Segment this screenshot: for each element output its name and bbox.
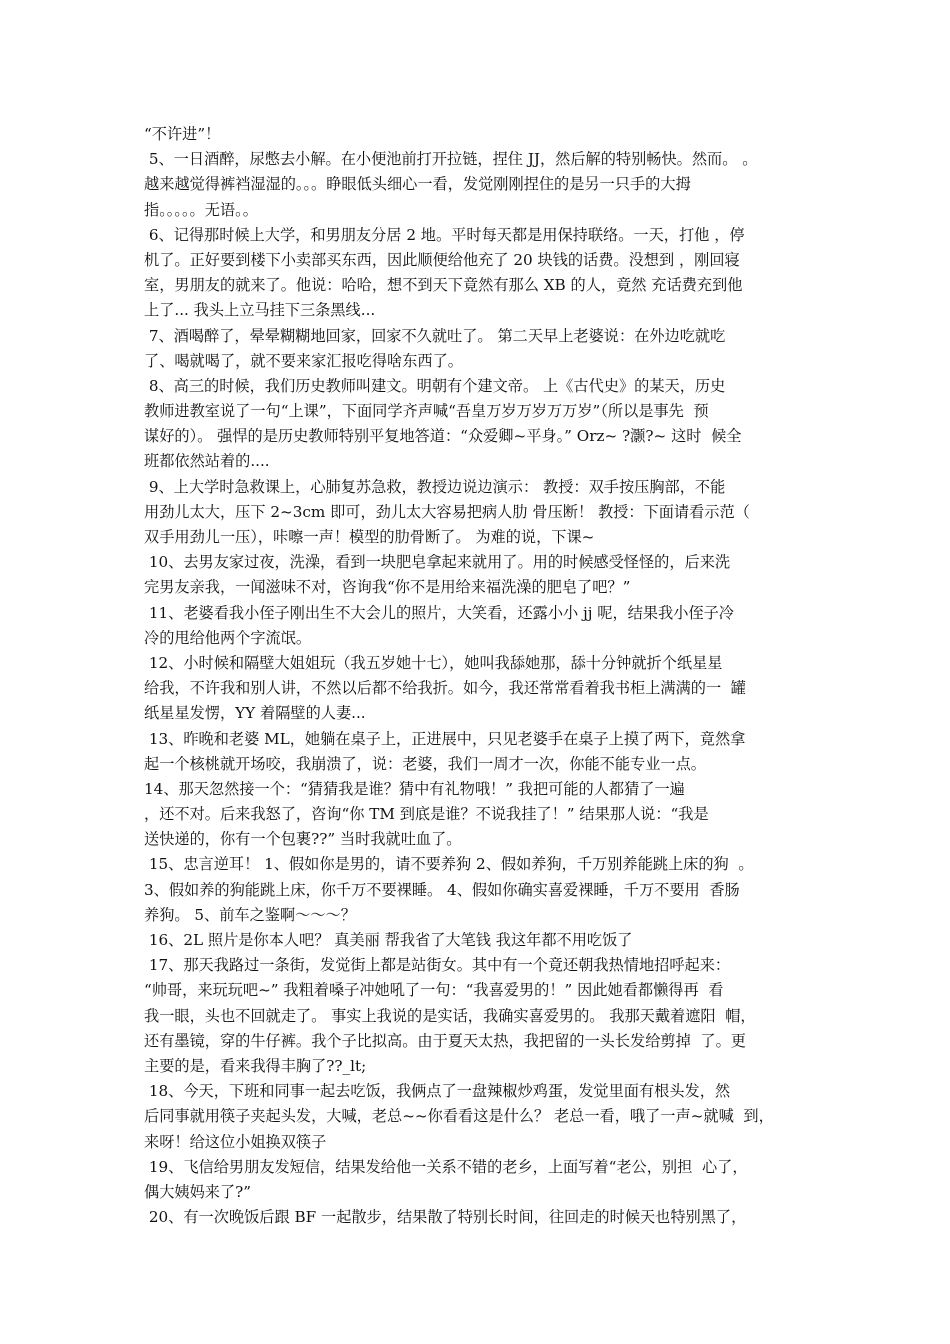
text-line: 机了。正好要到楼下小卖部买东西，因此顺便给他充了 20 块钱的话费。没想到 ，刚回寝	[144, 250, 740, 269]
text-line: 后同事就用筷子夹起头发，大喊，老总~~你看看这是什么？ 老总一看，哦了一声~就喊 到，	[144, 1107, 774, 1126]
text-line: 9、上大学时急救课上，心肺复苏急救，教授边说边演示： 教授：双手按压胸部，不能	[144, 477, 726, 496]
text-line: 18、今天，下班和同事一起去吃饭，我俩点了一盘辣椒炒鸡蛋，发觉里面有根头发，然	[144, 1082, 731, 1101]
text-line: 了、喝就喝了，就不要来家汇报吃得啥东西了。	[144, 351, 463, 370]
text-line: 14、那天忽然接一个：“猜猜我是谁？猜中有礼物哦！” 我把可能的人都猜了一遍	[144, 779, 685, 798]
text-line: 17、那天我路过一条街，发觉街上都是站街女。其中有一个竟还朝我热情地招呼起来：	[144, 956, 731, 975]
text-line: 班都依然站着的....	[144, 452, 270, 471]
text-line: 3、假如养的狗能跳上床，你千万不要裸睡。 4、假如你确实喜爱裸睡，千万不要用 香肠	[144, 880, 740, 899]
text-line: 8、高三的时候，我们历史教师叫建文。明朝有个建文帝。 上《古代史》的某天，历史	[144, 376, 726, 395]
text-line: 室，男朋友的就来了。他说：哈哈，想不到天下竟然有那么 XB 的人，竟然 充话费充到他	[144, 276, 743, 295]
text-line: 还有墨镜，穿的牛仔裤。我个子比拟高。由于夏天太热，我把留的一头长发给剪掉 了。更	[144, 1031, 746, 1050]
text-line: 来呀！给这位小姐换双筷子	[144, 1132, 327, 1151]
text-line: 指。。。。。无语。。	[144, 200, 258, 219]
text-line: 越来越觉得裤裆湿湿的。。。睁眼低头细心一看，发觉刚刚捏住的是另一只手的大拇	[144, 175, 691, 194]
text-line: 双手用劲儿一压），咔嚓一声！模型的肋骨断了。 为难的说，下课~	[144, 528, 595, 546]
text-line: 主要的是，看来我得丰胸了??_lt;	[144, 1056, 367, 1075]
text-line: 冷的甩给他两个字流氓。	[144, 628, 312, 647]
text-line: “帅哥，来玩玩吧~” 我粗着嗓子冲她吼了一句：“我喜爱男的！” 因此她看都懒得再 看	[144, 981, 724, 1000]
text-line: 送快递的，你有一个包裹??” 当时我就吐血了。	[144, 830, 462, 849]
text-line: 16、2L 照片是你本人吧？ 真美丽 帮我省了大笔钱 我这年都不用吃饭了	[144, 931, 633, 949]
text-line: 完男友亲我，一闻滋味不对，咨询我“你不是用给来福洗澡的肥皂了吧？”	[144, 578, 631, 597]
text-line: “不许进”！	[144, 125, 221, 143]
text-line: 偶大姨妈来了?”	[144, 1182, 252, 1201]
text-line: 我一眼，头也不回就走了。 事实上我说的是实话，我确实喜爱男的。 我那天戴着遮阳 帽，	[144, 1006, 756, 1025]
text-line: 20、有一次晚饭后跟 BF 一起散步，结果散了特别长时间，往回走的时候天也特别黑了，	[144, 1208, 747, 1227]
text-line: 谋好的）。 强悍的是历史教师特别平复地答道：“众爱卿~平身。” Orz~ ?灏?~ 这时 候全	[144, 427, 742, 446]
text-line: 15、忠言逆耳！ 1、假如你是男的，请不要养狗 2、假如养狗，千万别养能跳上床的狗 。	[144, 855, 754, 874]
text-line: 起一个核桃就开场咬，我崩溃了，说：老婆，我们一周才一次，你能不能专业一点。	[144, 754, 706, 773]
text-line: 13、昨晚和老婆 ML，她躺在桌子上，正进展中，只见老婆手在桌子上摸了两下，竟然拿	[144, 729, 746, 748]
text-line: 5、一日酒醉，尿憋去小解。在小便池前打开拉链，捏住 JJ，然后解的特别畅快。然而。 。	[144, 150, 758, 169]
text-line: 12、小时候和隔壁大姐姐玩（我五岁她十七），她叫我舔她那，舔十分钟就折个纸星星	[144, 653, 723, 672]
text-line: 19、飞信给男朋友发短信，结果发给他一关系不错的老乡，上面写着“老公，别担 心了，	[144, 1157, 748, 1176]
text-line: 给我，不许我和别人讲，不然以后都不给我折。如今，我还常常看着我书柜上满满的一 罐	[144, 679, 746, 698]
text-line: 上了... 我头上立马挂下三条黑线...	[144, 301, 376, 320]
text-line: 纸星星发愣，YY 着隔壁的人妻...	[144, 704, 366, 723]
text-line: 10、去男友家过夜，洗澡，看到一块肥皂拿起来就用了。用的时候感受怪怪的，后来洗	[144, 553, 731, 572]
text-line: 教师进教室说了一句“上课”，下面同学齐声喊“吾皇万岁万岁万万岁”（所以是事先 预	[144, 402, 709, 421]
text-line: 养狗。 5、前车之鉴啊～～～？	[144, 905, 356, 924]
text-line: 11、老婆看我小侄子刚出生不大会儿的照片，大笑看，还露小小 jj 呢，结果我小侄子冷	[144, 603, 734, 622]
text-line: 6、记得那时候上大学，和男朋友分居 2 地。平时每天都是用保持联络。一天，打他 ，停	[144, 225, 745, 244]
document-page	[144, 122, 812, 1230]
text-line: 用劲儿太大，压下 2~3cm 即可，劲儿太大容易把病人肋 骨压断！ 教授：下面请看示范（	[144, 502, 750, 521]
text-line: ，还不对。后来我怒了，咨询“你 TM 到底是谁？不说我挂了！” 结果那人说：“我是	[144, 805, 709, 824]
text-line: 7、酒喝醉了，晕晕糊糊地回家，回家不久就吐了。 第二天早上老婆说：在外边吃就吃	[144, 326, 726, 345]
